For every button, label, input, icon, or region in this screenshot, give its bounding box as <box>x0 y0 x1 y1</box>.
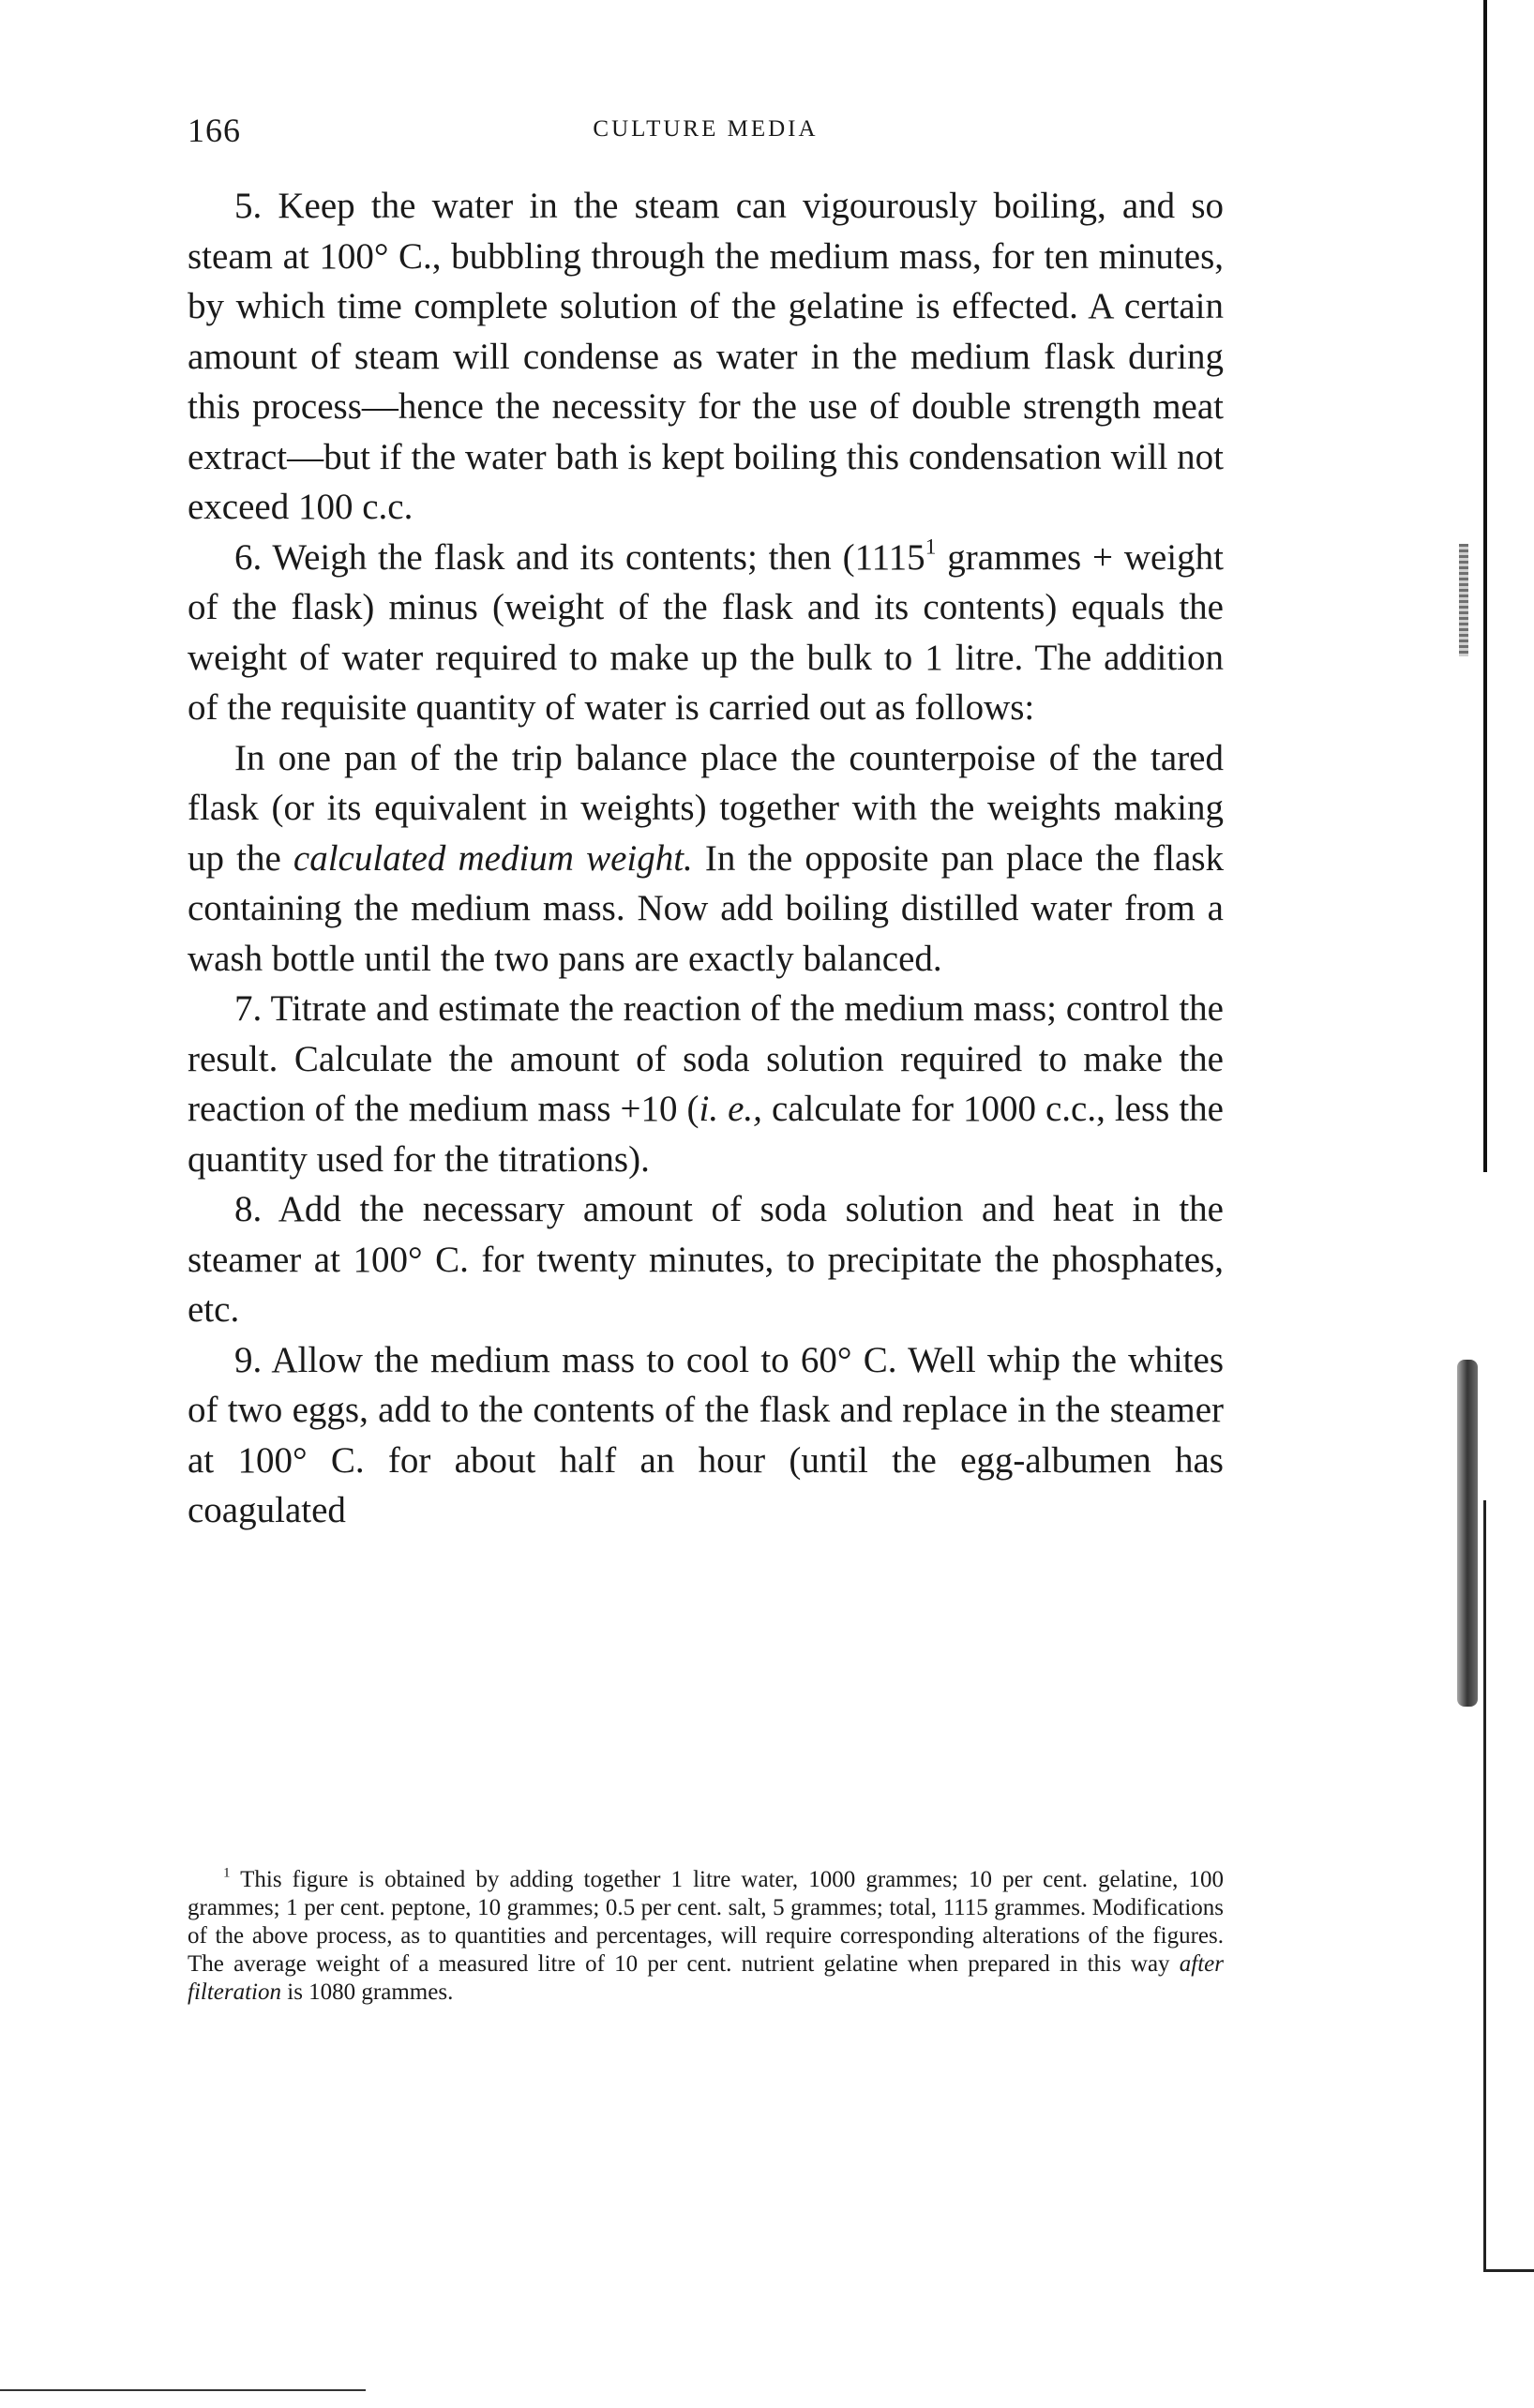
scan-smudge-upper <box>1459 544 1468 656</box>
footnote-text-start: This figure is obtained by adding together 1 litre water, 1000 grammes; 10 per cent. gelatine, 100 grammes; 1 per cent. peptone, 10 grammes; 0.5 per cent. salt, 5 grammes; total, 1115 grammes. Modifications of the above process, as to quantities and percentages, will require corresponding alterations of the figures. The average weight of a measured litre of 10 per cent. nutrient gelatine when prepared in this way <box>188 1867 1224 1977</box>
step-7-text-end: calculate for 1000 c.c., less the quantity used for the titrations). <box>188 1089 1224 1180</box>
ie-emphasis: i. e., <box>699 1089 762 1129</box>
binding-edge-foot <box>1483 2269 1534 2272</box>
calculated-medium-weight-emphasis: calculated medium weight. <box>293 837 693 879</box>
paragraph-step-8: 8. Add the necessary amount of soda solution and heat in the steamer at 100° C. for twenty minutes, to precipitate the phosphates, etc. <box>188 1189 1224 1330</box>
step-7-text-start: 7. Titrate and estimate the reaction of the medium mass; control the result. Calculate the amount of soda solution required to make the reaction of the medium mass +10 ( <box>188 988 1224 1129</box>
paragraph-step-7 <box>188 984 1224 1184</box>
paragraph-step-6 <box>188 533 1224 733</box>
scan-smudge-lower <box>1457 1360 1478 1707</box>
paragraph-step-9: 9. Allow the medium mass to cool to 60° C. Well whip the whites of two eggs, add to the contents of the flask and replace in the steamer at 100° C. for about half an hour (until the egg-albumen has coagulated <box>188 1339 1224 1530</box>
binding-edge-lower <box>1483 1500 1486 2269</box>
trip-balance-text-start: In one pan of the trip balance place the counterpoise of the tared flask (or its equivalent in weights) together with the weights making up the <box>188 737 1224 879</box>
page-number: 166 <box>188 112 241 149</box>
footnote-text-end: is 1080 grammes. <box>281 1979 454 2005</box>
footnote-marker: 1 <box>223 1865 231 1881</box>
footnote <box>188 1866 1224 2007</box>
page-header <box>188 111 1224 167</box>
step-6-text-start: 6. Weigh the flask and its contents; then (1115 <box>234 536 925 578</box>
body-text <box>188 181 1224 1536</box>
trip-balance-text-end: In the opposite pan place the flask containing the medium mass. Now add boiling distilled water from a wash bottle until the two pans are exactly balanced. <box>188 837 1224 979</box>
paragraph-trip-balance <box>188 733 1224 985</box>
after-filteration-emphasis: after filteration <box>188 1951 1224 2005</box>
paragraph-step-5: 5. Keep the water in the steam can vigourously boiling, and so steam at 100° C., bubbling through the medium mass, for ten minutes, by which time complete solution of the gelatine is effected. A certain amount of steam will condense as water in the medium flask during this process—hence the necessity for the use of double strength meat extract—but if the water bath is kept boiling this condensation will not exceed 100 c.c. <box>188 186 1224 527</box>
step-6-text-end: grammes + weight of the flask) minus (weight of the flask and its contents) equals the weight of water required to make up the bulk to 1 litre. The addition of the requisite quantity of water is carried out as follows: <box>188 536 1224 728</box>
running-head: CULTURE MEDIA <box>593 116 819 142</box>
binding-edge-upper <box>1483 0 1487 1172</box>
footnote-text <box>188 1866 1224 2007</box>
footnote-reference: 1 <box>925 534 937 560</box>
bottom-scan-rule <box>0 2389 366 2391</box>
